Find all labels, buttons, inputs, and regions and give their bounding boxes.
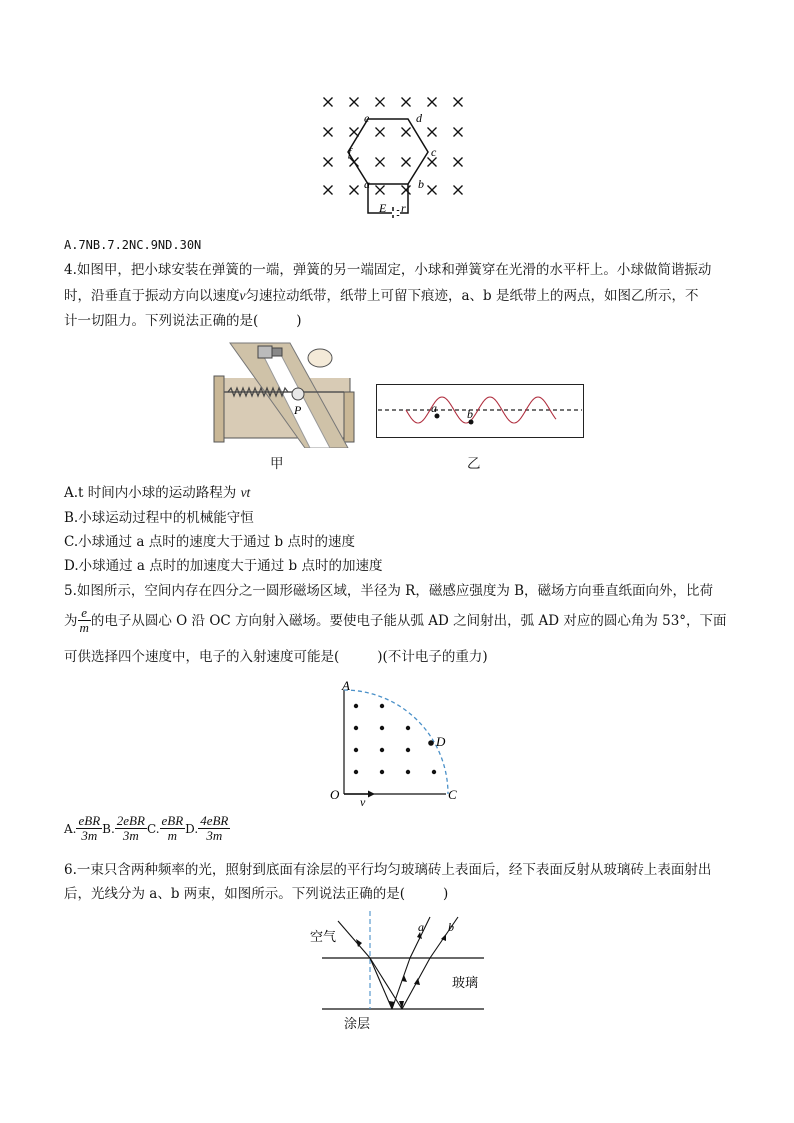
q5-option-fraction: $\frac{\text{2eBR}}{3m}$ — [116, 813, 145, 843]
coating-label: 涂层 — [344, 1017, 371, 1032]
q6-stem-line2 — [64, 884, 448, 904]
q5-stem2b: 的电子从圆心 O 沿 OC 方向射入磁场。要使电子能从弧 AD 之间射出，弧 AD 对应的圆心角为 53°，下面 — [90, 612, 727, 629]
q5-option-letter: D. — [185, 821, 199, 836]
q6-stem2-end: ) — [443, 886, 449, 902]
q4-stem2b: 匀速拉动纸带，纸带上可留下痕迹，a、b 是纸带上的两点，如图乙所示，不 — [245, 288, 699, 304]
q4-stem-line3 — [64, 311, 302, 331]
beam-b-label: b — [448, 920, 454, 934]
point-C-label: C — [448, 787, 457, 802]
q4-option-d: D.小球通过 a 点时的加速度大于通过 b 点时的加速度 — [64, 558, 383, 574]
paper-tape-trace-figure — [376, 384, 584, 438]
glass-label: 玻璃 — [452, 976, 479, 991]
q5-option-letter: C. — [146, 821, 160, 836]
q5-stem3a: 可供选择四个速度中，电子的入射速度可能是( — [64, 649, 340, 665]
point-b-label: b — [467, 407, 473, 421]
beam-a-label: a — [418, 920, 424, 934]
point-P-label: P — [294, 403, 302, 417]
battery-label-r: r — [401, 201, 406, 215]
q5-options — [64, 814, 230, 843]
q4-option-a-vt: vt — [240, 485, 251, 500]
q6-stem-line1: 6.一束只含两种频率的光，照射到底面有涂层的平行均匀玻璃砖上表面后，经下表面反射从玻璃砖上表面射出 — [64, 862, 712, 878]
q4-option-a-text: A.t 时间内小球的运动路程为 — [64, 485, 237, 501]
q4-option-b: B.小球运动过程中的机械能守恒 — [64, 510, 254, 526]
figure-jia-label: 甲 — [270, 456, 284, 472]
frac-den: m — [79, 620, 89, 635]
q5-stem-line2 — [64, 606, 727, 635]
glass-refraction-figure — [300, 905, 500, 1035]
q5-option-fraction: $\frac{\text{4eBR}}{3m}$ — [200, 813, 229, 843]
air-label: 空气 — [310, 930, 337, 945]
hex-label-d: d — [416, 111, 422, 125]
point-A-label: A — [342, 678, 350, 693]
q6-stem2: 后，光线分为 a、b 两束，如图所示。下列说法正确的是( — [64, 886, 406, 902]
q4-option-c: C.小球通过 a 点时的速度大于通过 b 点时的速度 — [64, 534, 355, 550]
q4-stem3: 计一切阻力。下列说法正确的是( — [64, 313, 259, 329]
q3-options: A.7NB.7.2NC.9ND.30N — [64, 238, 202, 252]
hex-label-f: f — [348, 145, 352, 159]
q5-option-fraction: $\frac{\text{eBR}}{3m}$ — [78, 813, 101, 843]
q5-stem-line3 — [64, 647, 488, 667]
q5-stem-line1: 5.如图所示，空间内存在四分之一圆形磁场区域，半径为 R，磁感应强度为 B，磁场方向垂直纸面向外，比荷 — [64, 583, 714, 599]
spring-oscillator-figure — [210, 338, 358, 448]
hex-label-a: a — [364, 177, 370, 191]
q4-stem2-v: v — [239, 288, 246, 303]
charge-mass-ratio — [78, 606, 91, 635]
hex-label-c: c — [431, 145, 437, 159]
q4-option-a — [64, 483, 250, 503]
q5-option-fraction: $\frac{\text{eBR}}{m}$ — [161, 813, 184, 843]
q5-option-letter: B. — [102, 821, 115, 836]
figure-yi-label: 乙 — [467, 456, 481, 472]
velocity-v-label: v — [360, 795, 366, 809]
q5-stem3b: )(不计电子的重力) — [377, 649, 488, 665]
q4-stem-line2 — [64, 286, 698, 306]
q4-stem2a: 时，沿垂直于振动方向以速度 — [64, 288, 240, 304]
frac-num: e — [78, 606, 91, 621]
point-O-label: O — [330, 787, 340, 802]
hex-label-e: e — [364, 111, 370, 125]
q5-stem2a: 为 — [64, 612, 78, 629]
point-a-label: a — [431, 401, 437, 415]
q4-stem-line1: 4.如图甲，把小球安装在弹簧的一端，弹簧的另一端固定，小球和弹簧穿在光滑的水平杆上。小球做简谐振动 — [64, 262, 712, 278]
hexagon-circuit-figure — [310, 88, 470, 218]
hex-label-b: b — [418, 177, 424, 191]
point-D-label: D — [436, 734, 446, 749]
quarter-circle-field-figure — [326, 676, 466, 810]
q4-stem3-end: ) — [296, 313, 302, 329]
battery-label-E: E — [379, 201, 387, 215]
q5-option-letter: A. — [64, 821, 77, 836]
